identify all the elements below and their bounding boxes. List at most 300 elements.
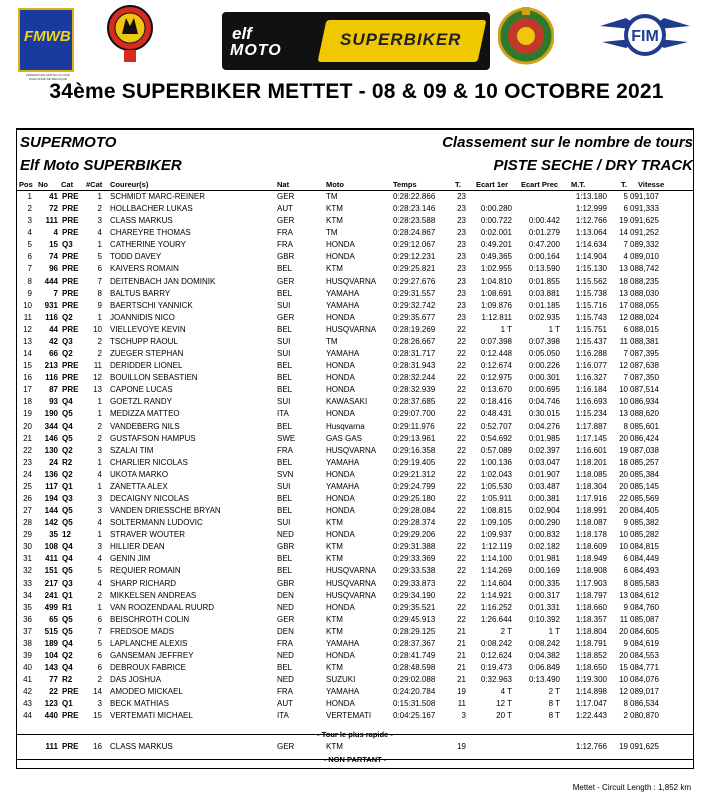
cell-motorcycle: YAMAHA — [326, 288, 360, 298]
cell-best-lap-no: 10 — [619, 530, 628, 540]
cell-total-time: 0:29:19.405 — [393, 457, 436, 467]
cell-gap-first: 1:05.911 — [481, 494, 512, 503]
cell-nationality: GER — [277, 192, 295, 201]
cell-nationality: AUT — [277, 204, 293, 214]
cell-motorcycle: HONDA — [326, 699, 355, 709]
cell-speed: 088,030 — [630, 288, 659, 298]
cell-total-time: 0:28:32.939 — [393, 385, 436, 395]
cell-cat-pos: 2 — [97, 336, 102, 346]
cell-number: 24 — [49, 457, 58, 467]
cell-pos: 12 — [23, 324, 32, 334]
cell-pos: 38 — [23, 638, 32, 648]
cell-nationality: FRA — [277, 687, 293, 697]
cell-pos: 20 — [23, 421, 32, 431]
table-row — [16, 300, 692, 311]
table-row — [16, 541, 692, 552]
cell-gap-prev: 8 T — [548, 699, 560, 709]
cell-pos: 10 — [23, 300, 32, 310]
cell-cat-pos: 1 — [97, 192, 102, 201]
cell-best-lap-no: 20 — [619, 481, 628, 491]
cell-pos: 44 — [23, 711, 32, 721]
cell-cat-pos: 1 — [97, 481, 102, 491]
cell-gap-prev: 8 T — [548, 711, 560, 721]
cell-total-time: 0:29:31.557 — [393, 288, 436, 298]
cell-number: 143 — [44, 663, 58, 673]
cell-number: 104 — [44, 651, 58, 661]
table-row — [16, 686, 692, 697]
cell-cat-pos: 13 — [93, 385, 102, 395]
cell-nationality: NED — [277, 530, 294, 540]
cell-category: R2 — [62, 457, 73, 467]
cell-pos: 5 — [27, 240, 32, 250]
cell-rider-name: CHAREYRE THOMAS — [110, 228, 191, 238]
cell-rider-name: BOUILLON SEBASTIEN — [110, 373, 198, 383]
cell-total-time: 0:29:21.312 — [393, 469, 436, 479]
cell-best-lap-no: 6 — [623, 204, 628, 214]
cell-gap-first: 1:00.136 — [480, 457, 512, 467]
cell-best-lap: 1:15.738 — [575, 288, 607, 298]
table-row — [16, 698, 692, 709]
cell-gap-prev: 0:47.200 — [528, 240, 560, 250]
cell-category: R1 — [62, 602, 73, 612]
cell-best-lap-no: 20 — [619, 651, 628, 661]
moto-club-logo — [498, 5, 554, 67]
cell-gap-first: 1:12.119 — [481, 542, 512, 552]
cell-best-lap-no: 4 — [623, 252, 628, 262]
cell-rider-name: VANDEBERG NILS — [110, 421, 180, 431]
cell-category: Q4 — [62, 397, 73, 407]
cell-best-lap: 1:18.201 — [575, 457, 607, 467]
cell-cat-pos: 5 — [97, 252, 102, 262]
cell-pos: 30 — [23, 542, 32, 552]
cell-best-lap-no: 20 — [619, 433, 628, 443]
cell-laps: 22 — [457, 361, 466, 371]
cell-category: PRE — [62, 361, 79, 371]
cell-laps: 22 — [457, 578, 466, 588]
cell-cat-pos: 3 — [97, 506, 102, 516]
cell-motorcycle: HUSQVARNA — [326, 324, 377, 334]
cell-gap-prev: 0:01.331 — [528, 602, 560, 612]
table-row — [16, 614, 692, 625]
cell-total-time: 0:29:32.742 — [393, 300, 436, 310]
cell-rider-name: BAERTSCHI YANNICK — [110, 300, 193, 310]
cell-category: Q4 — [62, 554, 73, 564]
cell-best-lap: 1:18.650 — [575, 663, 607, 673]
cell-nationality: BEL — [277, 506, 293, 516]
cell-laps: 23 — [457, 264, 466, 274]
cell-best-lap-no: 14 — [619, 228, 628, 238]
cell-total-time: 0:29:31.388 — [393, 542, 436, 552]
club-crest-logo — [106, 4, 154, 66]
cell-best-lap: 1:14.904 — [575, 252, 607, 262]
cell-category: Q5 — [62, 614, 73, 624]
cell-category: PRE — [62, 276, 79, 286]
cell-gap-prev: 0:00.832 — [528, 530, 560, 540]
cell-best-lap-no: 13 — [619, 590, 628, 600]
cell-number: 142 — [44, 518, 58, 528]
cell-total-time: 0:29:16.358 — [393, 445, 436, 455]
cell-category: PRE — [62, 288, 79, 298]
cell-cat-pos: 6 — [97, 663, 102, 673]
cell-cat-pos: 16 — [93, 742, 102, 751]
cell-category: Q1 — [62, 481, 73, 491]
cell-category: Q4 — [62, 421, 73, 431]
cell-rider-name: LAPLANCHE ALEXIS — [110, 638, 188, 648]
cell-gap-first: 1:02.043 — [480, 469, 512, 479]
table-row — [16, 445, 692, 456]
col-cat: Cat — [61, 180, 74, 189]
table-row — [16, 396, 692, 407]
cell-rider-name: GOETZL RANDY — [110, 397, 172, 407]
cell-number: 77 — [49, 675, 58, 685]
cell-best-lap: 1:17.145 — [575, 433, 607, 443]
cell-gap-first: 0:19.473 — [480, 663, 512, 673]
cell-best-lap-no: 6 — [623, 324, 628, 334]
cell-cat-pos: 11 — [93, 361, 102, 371]
cell-gap-first: 1:09.876 — [480, 300, 512, 310]
cell-gap-first: 0:00.280 — [480, 204, 512, 214]
cell-gap-prev: 0:00.695 — [528, 385, 560, 395]
table-row — [16, 384, 692, 395]
cell-pos: 37 — [23, 626, 32, 636]
cell-pos: 42 — [23, 687, 32, 697]
cell-rider-name: DAS JOSHUA — [110, 675, 162, 685]
cell-nationality: SUI — [277, 300, 291, 310]
cell-best-lap: 1:15.562 — [575, 276, 607, 286]
cell-pos: 32 — [23, 566, 32, 576]
cell-gap-first: 0:12.674 — [480, 361, 512, 371]
cell-cat-pos: 2 — [97, 433, 102, 443]
cell-speed: 088,742 — [630, 264, 659, 274]
cell-total-time: 0:04:25.167 — [393, 711, 436, 721]
cell-gap-first: 0:52.707 — [480, 421, 512, 431]
col-pos: Pos — [19, 180, 33, 189]
cell-total-time: 0:29:28.374 — [393, 518, 436, 528]
cell-best-lap-no: 9 — [623, 602, 628, 612]
cell-category: PRE — [62, 228, 79, 238]
cell-cat-pos: 2 — [97, 421, 102, 431]
table-row — [16, 276, 692, 287]
table-row — [16, 710, 692, 721]
cell-nationality: GER — [277, 216, 295, 226]
table-row — [16, 372, 692, 383]
cell-cat-pos: 12 — [93, 373, 102, 383]
cell-number: 151 — [44, 566, 58, 576]
cell-pos: 16 — [23, 373, 32, 383]
col-moto: Moto — [326, 180, 344, 189]
cell-rider-name: BEISCHROTH COLIN — [110, 614, 190, 624]
cell-number: 108 — [44, 542, 58, 552]
table-row — [16, 505, 692, 516]
cell-total-time: 0:29:33.873 — [393, 578, 436, 588]
cell-gap-first: 0:00.722 — [480, 216, 512, 226]
cell-motorcycle: HONDA — [326, 602, 355, 612]
category-title: SUPERMOTO — [20, 134, 117, 151]
cell-nationality: SWE — [277, 433, 296, 443]
cell-gap-first: 4 T — [500, 687, 512, 697]
fmwb-logo — [18, 8, 74, 81]
cell-laps: 21 — [457, 675, 466, 685]
cell-pos: 18 — [23, 397, 32, 407]
cell-rider-name: MEDIZZA MATTEO — [110, 409, 180, 419]
cell-motorcycle: HUSQVARNA — [326, 445, 377, 455]
cell-gap-prev: 1 T — [548, 324, 560, 334]
cell-speed: 085,145 — [630, 481, 659, 491]
cell-total-time: 0:28:23.588 — [393, 216, 436, 226]
cell-gap-prev: 0:07.398 — [528, 336, 560, 346]
cell-pos: 9 — [27, 288, 32, 298]
col-rider: Coureur(s) — [110, 180, 149, 189]
cell-rider-name: KAIVERS ROMAIN — [110, 264, 179, 274]
cell-gap-first: 1:16.252 — [480, 602, 512, 612]
cell-gap-first: 0:02.001 — [480, 228, 512, 238]
cell-laps: 22 — [457, 349, 466, 359]
cell-gap-prev: 0:01.279 — [528, 228, 560, 238]
cell-motorcycle: HONDA — [326, 494, 355, 503]
cell-number: 4 — [53, 228, 58, 238]
cell-total-time: 0:29:13.961 — [393, 433, 436, 443]
cell-motorcycle: KAWASAKI — [326, 397, 368, 407]
cell-number: 130 — [44, 445, 58, 455]
cell-nationality: BEL — [277, 324, 293, 334]
cell-rider-name: ZANETTA ALEX — [110, 481, 168, 491]
cell-pos: 8 — [27, 276, 32, 286]
cell-cat-pos: 10 — [93, 324, 102, 334]
circuit-footer: Mettet - Circuit Length : 1,852 km — [572, 783, 691, 792]
cell-cat-pos: 5 — [97, 638, 102, 648]
cell-best-lap: 1:14.634 — [575, 240, 607, 250]
cell-cat-pos: 15 — [93, 711, 102, 721]
cell-nationality: BEL — [277, 494, 293, 503]
cell-gap-first: 1:04.810 — [480, 276, 512, 286]
cell-number: 444 — [44, 276, 58, 286]
cell-nationality: ITA — [277, 409, 289, 419]
cell-laps: 23 — [457, 228, 466, 238]
cell-best-lap-no: 13 — [619, 288, 628, 298]
cell-best-lap-no: 13 — [619, 264, 628, 274]
cell-gap-prev: 0:00.301 — [528, 373, 560, 383]
cell-nationality: FRA — [277, 445, 293, 455]
cell-laps: 22 — [457, 433, 466, 443]
cell-total-time: 0:28:31.717 — [393, 349, 436, 359]
cell-pos: 29 — [23, 530, 32, 540]
table-row — [16, 493, 692, 504]
cell-gap-first: 1:08.691 — [480, 288, 512, 298]
cell-category: Q4 — [62, 663, 73, 673]
cell-nationality: GER — [277, 742, 295, 751]
table-row — [16, 203, 692, 214]
cell-best-lap: 1:15.234 — [575, 409, 607, 419]
cell-rider-name: STRAVER WOUTER — [110, 530, 185, 540]
table-row — [16, 674, 692, 685]
cell-speed: 087,350 — [630, 373, 659, 383]
cell-gap-first: 1:14.921 — [480, 590, 512, 600]
cell-speed: 085,601 — [630, 421, 659, 431]
cell-best-lap: 1:15.130 — [575, 264, 607, 274]
cell-best-lap-no: 20 — [619, 469, 628, 479]
cell-category: PRE — [62, 687, 79, 697]
cell-laps: 23 — [457, 192, 466, 201]
cell-speed: 088,015 — [630, 324, 659, 334]
cell-best-lap-no: 8 — [623, 421, 628, 431]
cell-category: PRE — [62, 373, 79, 383]
cell-speed: 086,934 — [630, 397, 659, 407]
cell-best-lap: 1:18.949 — [575, 554, 607, 564]
cell-total-time: 0:29:29.206 — [393, 530, 436, 540]
cell-motorcycle: HONDA — [326, 312, 355, 322]
cell-pos: 2 — [27, 204, 32, 214]
cell-number: 87 — [49, 385, 58, 395]
cell-speed: 086,534 — [630, 699, 659, 709]
cell-best-lap-no: 20 — [619, 506, 628, 516]
cell-motorcycle: HONDA — [326, 651, 355, 661]
cell-total-time: 0:28:41.749 — [393, 651, 436, 661]
cell-number: 515 — [44, 626, 58, 636]
moto-logo-text: MOTO — [230, 42, 282, 59]
cell-category: Q4 — [62, 638, 73, 648]
page-title: 34ème SUPERBIKER METTET - 08 & 09 & 10 OCTOBRE 2021 — [49, 80, 664, 103]
fmwb-logo-subtext: FEDERATION MOTOCYCLISTE WALLONNE DE BELGIQUE — [26, 73, 70, 81]
cell-speed: 091,107 — [630, 192, 659, 201]
cell-category: Q3 — [62, 240, 73, 250]
cell-gap-first: 0:49.201 — [480, 240, 512, 250]
cell-gap-first: 0:54.692 — [480, 433, 512, 443]
cell-total-time: 0:29:11.976 — [393, 421, 435, 431]
cell-category: Q5 — [62, 506, 73, 516]
cell-gap-prev: 0:00.290 — [528, 518, 560, 528]
cell-gap-first: 1:14.100 — [480, 554, 512, 564]
cell-best-lap: 1:18.791 — [575, 638, 607, 648]
cell-gap-prev: 0:04.382 — [528, 651, 560, 661]
fmwb-logo-text: FMWB — [24, 28, 71, 45]
cell-motorcycle: HONDA — [326, 469, 355, 479]
cell-nationality: GER — [277, 276, 295, 286]
cell-pos: 27 — [23, 506, 32, 516]
cell-nationality: SUI — [277, 518, 291, 528]
cell-pos: 35 — [23, 602, 32, 612]
cell-number: 65 — [49, 614, 58, 624]
col-time: Temps — [393, 180, 417, 189]
cell-nationality: BEL — [277, 373, 293, 383]
cell-total-time: 0:29:24.799 — [393, 481, 436, 491]
cell-motorcycle: KTM — [326, 663, 343, 673]
cell-total-time: 0:29:25.180 — [393, 494, 436, 503]
cell-speed: 089,017 — [630, 687, 659, 697]
table-row — [16, 553, 692, 564]
cell-number: 136 — [44, 469, 58, 479]
cell-number: 44 — [49, 324, 58, 334]
cell-motorcycle: YAMAHA — [326, 687, 360, 697]
cell-category: PRE — [62, 742, 79, 751]
cell-cat-pos: 8 — [97, 288, 102, 298]
cell-total-time: 0:29:12.231 — [393, 252, 436, 262]
cell-motorcycle: Husqvarna — [326, 421, 365, 431]
cell-number: 931 — [44, 300, 58, 310]
cell-pos: 43 — [23, 699, 32, 709]
fim-logo — [596, 8, 694, 64]
cell-pos: 40 — [23, 663, 32, 673]
cell-speed: 084,493 — [630, 566, 659, 576]
cell-speed: 084,405 — [630, 506, 659, 516]
cell-pos: 33 — [23, 578, 32, 588]
cell-best-lap-no: 2 — [623, 711, 628, 721]
cell-motorcycle: KTM — [326, 626, 343, 636]
cell-category: Q5 — [62, 433, 73, 443]
cell-cat-pos: 2 — [97, 204, 102, 214]
cell-gap-first: 1:05.530 — [480, 481, 512, 491]
cell-gap-prev: 0:10.392 — [528, 614, 560, 624]
cell-best-lap: 1:17.887 — [575, 421, 607, 431]
cell-gap-first: 0:12.975 — [480, 373, 512, 383]
cell-speed: 084,449 — [630, 554, 659, 564]
cell-speed: 084,771 — [630, 663, 659, 673]
cell-best-lap-no: 22 — [619, 494, 628, 503]
cell-best-lap-no: 18 — [619, 457, 628, 467]
cell-motorcycle: HUSQVARNA — [326, 276, 377, 286]
col-laps: T. — [455, 180, 461, 189]
cell-pos: 23 — [23, 457, 32, 467]
cell-category: PRE — [62, 192, 79, 201]
table-row — [16, 227, 692, 238]
cell-speed: 087,395 — [630, 349, 659, 359]
table-row — [16, 336, 692, 347]
cell-laps: 22 — [457, 566, 466, 576]
cell-best-lap-no: 10 — [619, 542, 628, 552]
cell-nationality: BEL — [277, 385, 293, 395]
cell-rider-name: CHARLIER NICOLAS — [110, 457, 188, 467]
cell-laps: 22 — [457, 590, 466, 600]
cell-rider-name: DECAIGNY NICOLAS — [110, 494, 189, 503]
fim-logo-text: FIM — [631, 28, 659, 45]
cell-nationality: SUI — [277, 349, 291, 359]
cell-laps: 22 — [457, 445, 466, 455]
cell-best-lap: 1:19.300 — [575, 675, 607, 685]
table-row — [16, 481, 692, 492]
cell-number: 41 — [49, 192, 58, 201]
cell-gap-first: 0:07.398 — [480, 336, 512, 346]
cell-gap-first: 2 T — [500, 626, 512, 636]
cell-best-lap-no: 19 — [619, 216, 628, 226]
cell-rider-name: VIELLEVOYE KEVIN — [110, 324, 186, 334]
cell-cat-pos: 14 — [93, 687, 102, 697]
cell-rider-name: GENIN JIM — [110, 554, 151, 564]
cell-speed: 084,815 — [630, 542, 659, 552]
cell-pos: 17 — [23, 385, 32, 395]
cell-pos: 28 — [23, 518, 32, 528]
cell-motorcycle: HUSQVARNA — [326, 578, 377, 588]
cell-number: 96 — [49, 264, 58, 274]
cell-gap-first: 0:08.242 — [480, 638, 512, 648]
cell-cat-pos: 4 — [97, 228, 102, 238]
cell-motorcycle: TM — [326, 192, 338, 201]
cell-gap-prev: 0:00.442 — [528, 216, 560, 226]
cell-best-lap: 1:18.085 — [575, 469, 607, 479]
cell-laps: 22 — [457, 373, 466, 383]
cell-best-lap-no: 7 — [623, 240, 628, 250]
cell-pos: 34 — [23, 590, 32, 600]
cell-cat-pos: 5 — [97, 566, 102, 576]
col-best-lap-no: T. — [621, 180, 627, 189]
cell-rider-name: HILLIER DEAN — [110, 542, 165, 552]
cell-category: Q2 — [62, 651, 73, 661]
cell-cat-pos: 1 — [97, 312, 102, 322]
cell-nationality: NED — [277, 675, 294, 685]
cell-rider-name: ZUEGER STEPHAN — [110, 349, 184, 359]
cell-gap-first: 0:32.963 — [480, 675, 512, 685]
cell-nationality: BEL — [277, 264, 293, 274]
cell-laps: 22 — [457, 506, 466, 516]
cell-best-lap-no: 12 — [619, 687, 628, 697]
